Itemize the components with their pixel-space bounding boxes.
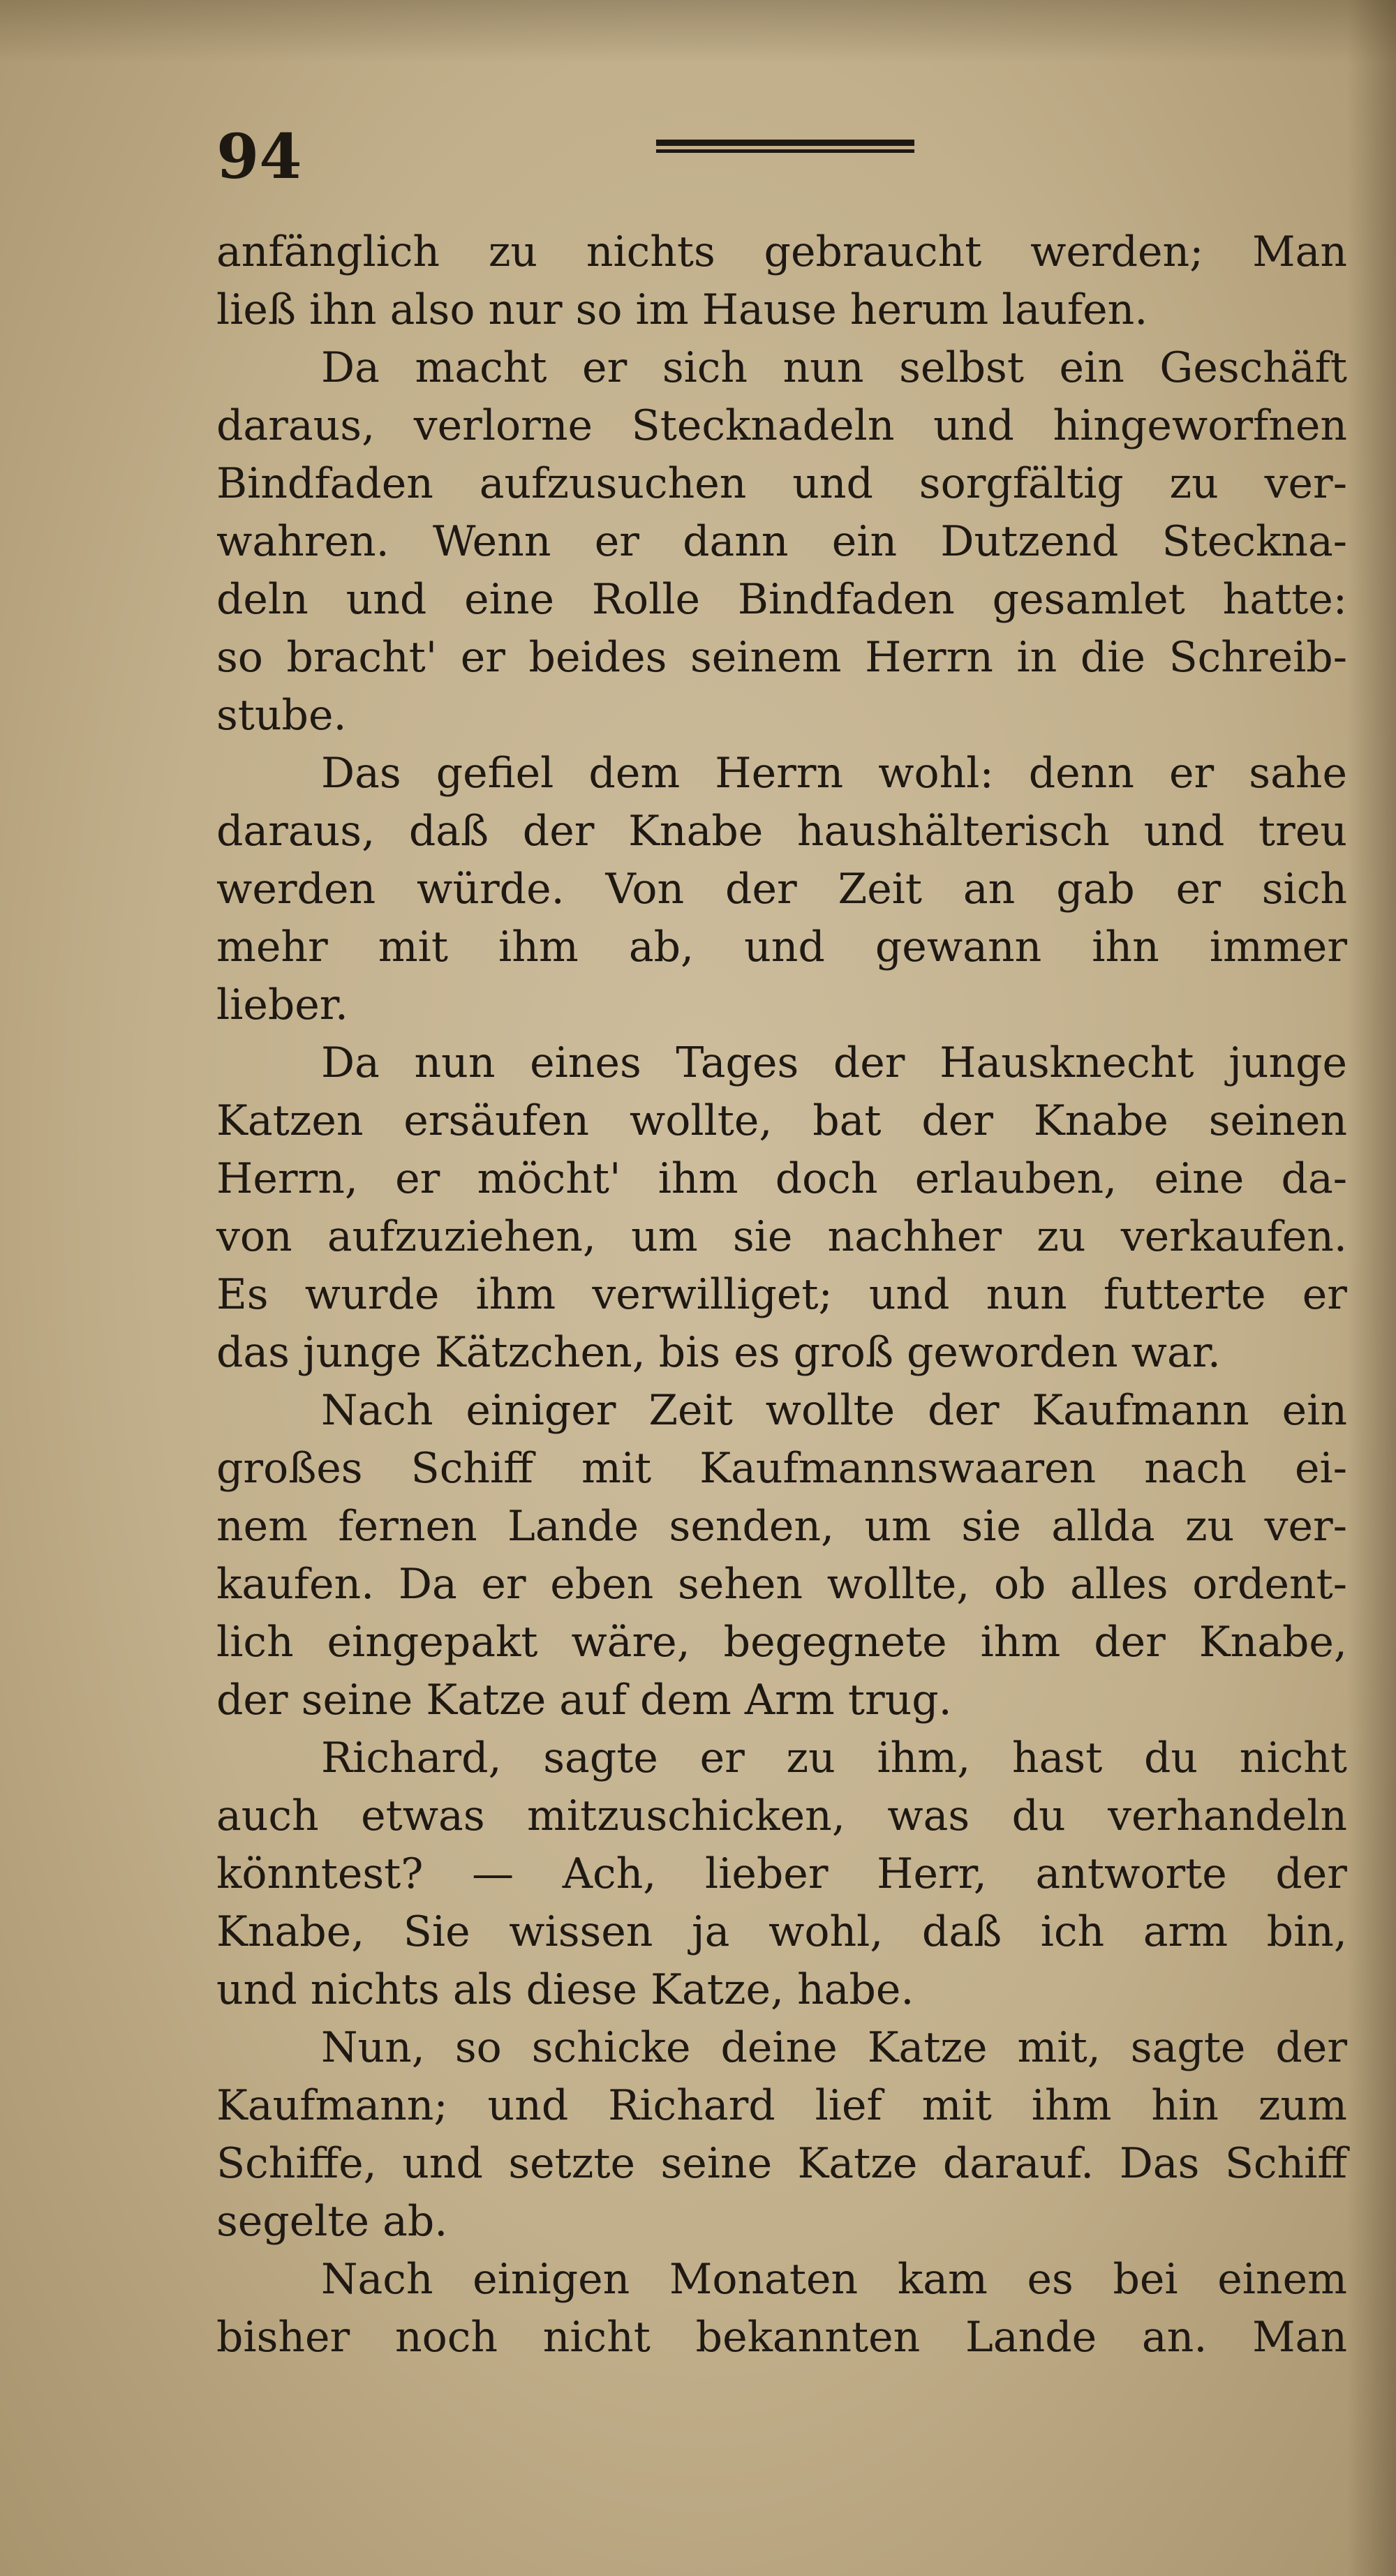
header-rule-thin <box>656 149 914 153</box>
text-line: könntest? — Ach, lieber Herr, antworte der <box>216 1849 1347 1898</box>
text-line: Es wurde ihm verwilliget; und nun futterte er <box>216 1270 1347 1319</box>
text-line: der seine Katze auf dem Arm trug. <box>216 1676 952 1725</box>
text-line: stube. <box>216 691 347 740</box>
text-line: auch etwas mitzuschicken, was du verhandeln <box>216 1792 1347 1840</box>
text-line: Nach einiger Zeit wollte der Kaufmann ein <box>321 1386 1347 1435</box>
text-line: Katzen ersäufen wollte, bat der Knabe seinen <box>216 1096 1347 1145</box>
text-line: lich eingepakt wäre, begegnete ihm der Knabe, <box>216 1618 1347 1667</box>
text-line: bisher noch nicht bekannten Lande an. Man <box>216 2313 1347 2362</box>
text-line: Herrn, er möcht' ihm doch erlauben, eine da- <box>216 1154 1347 1203</box>
text-line: lieber. <box>216 981 348 1029</box>
text-line: und nichts als diese Katze, habe. <box>216 1965 914 2014</box>
text-line: wahren. Wenn er dann ein Dutzend Steckna- <box>216 517 1347 566</box>
text-line: großes Schiff mit Kaufmannswaaren nach ei- <box>216 1444 1347 1493</box>
header-rule-thick <box>656 140 914 146</box>
text-line: daraus, daß der Knabe haushälterisch und treu <box>216 807 1347 856</box>
body-text <box>216 223 1347 2367</box>
text-line: das junge Kätzchen, bis es groß geworden war. <box>216 1328 1221 1377</box>
text-line: von aufzuziehen, um sie nachher zu verkaufen. <box>216 1212 1347 1261</box>
text-line: mehr mit ihm ab, und gewann ihn immer <box>216 923 1347 971</box>
text-line: deln und eine Rolle Bindfaden gesamlet hatte: <box>216 575 1347 624</box>
text-line: nem fernen Lande senden, um sie allda zu ver- <box>216 1502 1347 1551</box>
text-line: ließ ihn also nur so im Hause herum laufen. <box>216 285 1148 334</box>
text-line: Knabe, Sie wissen ja wohl, daß ich arm bin, <box>216 1907 1347 1956</box>
text-line: anfänglich zu nichts gebraucht werden; Man <box>216 228 1347 276</box>
text-line: Da macht er sich nun selbst ein Geschäft <box>321 343 1347 392</box>
text-line: kaufen. Da er eben sehen wollte, ob alles ordent- <box>216 1560 1347 1609</box>
text-line: Nach einigen Monaten kam es bei einem <box>321 2255 1347 2304</box>
text-line: Bindfaden aufzusuchen und sorgfältig zu ver- <box>216 459 1347 508</box>
page-shadow-top <box>0 0 1396 63</box>
text-line: Kaufmann; und Richard lief mit ihm hin zum <box>216 2081 1347 2130</box>
text-line: werden würde. Von der Zeit an gab er sich <box>216 865 1347 914</box>
text-line: so bracht' er beides seinem Herrn in die Schreib- <box>216 633 1347 682</box>
text-line: Richard, sagte er zu ihm, hast du nicht <box>321 1734 1347 1782</box>
text-line: Das gefiel dem Herrn wohl: denn er sahe <box>321 749 1347 798</box>
page-number: 94 <box>216 120 302 193</box>
text-line: Da nun eines Tages der Hausknecht junge <box>321 1038 1347 1087</box>
text-line: daraus, verlorne Stecknadeln und hingeworfnen <box>216 401 1347 450</box>
text-line: Schiffe, und setzte seine Katze darauf. Das Schiff <box>216 2139 1347 2188</box>
text-line: Nun, so schicke deine Katze mit, sagte der <box>321 2023 1347 2072</box>
header-rule <box>656 140 914 155</box>
page-shadow-right <box>1347 0 1396 2576</box>
text-line: segelte ab. <box>216 2197 448 2246</box>
